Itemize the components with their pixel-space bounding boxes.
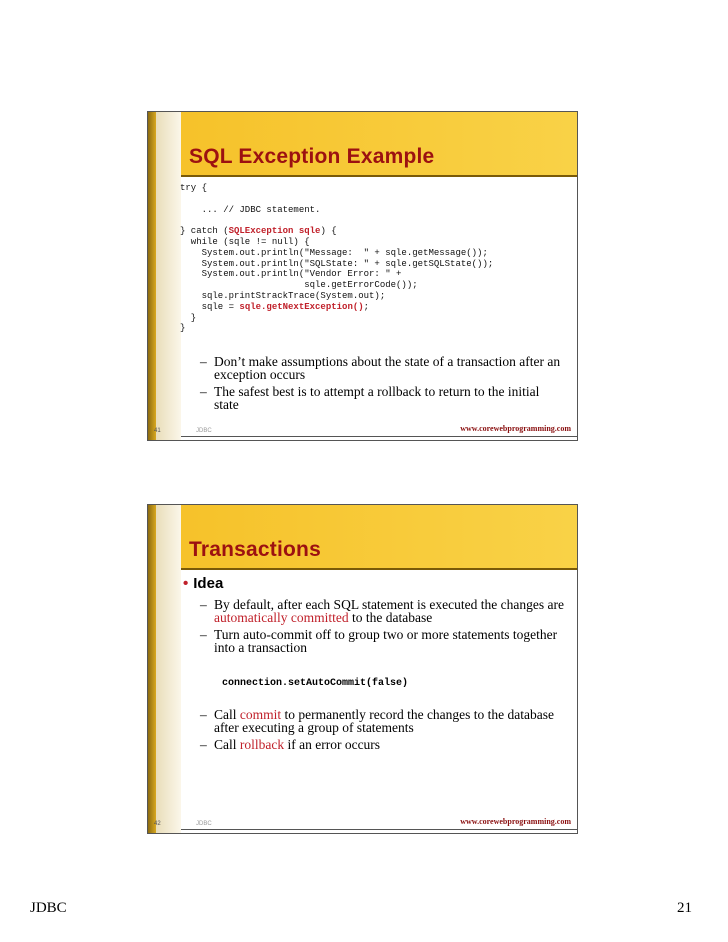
slide1-bullets <box>200 355 567 415</box>
code-line: try { <box>180 183 208 193</box>
footer-divider <box>181 829 577 830</box>
code-line: while (sqle != null) { <box>180 236 310 247</box>
slide-title: Transactions <box>189 538 321 561</box>
slide-number: 42 <box>154 821 161 827</box>
bullet-dot-icon: • <box>183 575 189 592</box>
page-footer-label: JDBC <box>30 900 67 916</box>
code-line: } <box>180 323 186 334</box>
slide-title: SQL Exception Example <box>189 145 435 168</box>
main-bullet <box>183 575 223 592</box>
bullet-text: to permanently record the changes to the database after executing a group of statements <box>214 707 555 735</box>
slide-left-bar <box>148 505 156 833</box>
bullet-item: – Don’t make assumptions about the state of a transaction after an exception occurs <box>200 355 567 381</box>
bullet-item: – Turn auto-commit off to group two or more statements together into a transaction <box>200 628 567 654</box>
footer-left: JDBC <box>196 428 212 434</box>
slide2-bullets-top <box>200 598 567 658</box>
slide-sql-exception-example <box>147 111 578 441</box>
bullet-item <box>200 708 567 734</box>
bullet-text: if an error occurs <box>284 737 381 752</box>
bullet-text: to the database <box>348 610 433 625</box>
title-underline <box>181 175 577 177</box>
code-line-next-exception: sqle = sqle.getNextException(); <box>180 301 370 312</box>
bullet-text: Call <box>214 707 240 722</box>
slide2-bullets-bottom <box>200 708 567 755</box>
slide-title-bar <box>181 112 577 175</box>
footer-website: www.corewebprogramming.com <box>460 817 571 826</box>
footer-left: JDBC <box>196 821 212 827</box>
slide-number: 41 <box>154 428 161 434</box>
slide-transactions <box>147 504 578 834</box>
bullet-highlight: rollback <box>239 737 285 752</box>
code-line: System.out.println("Vendor Error: " + <box>180 269 402 280</box>
title-underline <box>181 568 577 570</box>
bullet-highlight: automatically committed <box>214 610 349 625</box>
code-line: } <box>180 312 197 323</box>
code-block <box>180 183 493 334</box>
bullet-text: Call <box>214 737 240 752</box>
code-line: System.out.println("Message: " + sqle.getMessage()); <box>180 247 488 258</box>
code-snippet: connection.setAutoCommit(false) <box>222 678 409 689</box>
bullet-item <box>200 598 567 624</box>
code-line: sqle.getErrorCode()); <box>180 280 418 291</box>
code-line: sqle.printStrackTrace(System.out); <box>180 290 386 301</box>
bullet-highlight: commit <box>239 707 282 722</box>
bullet-text: By default, after each SQL statement is executed the changes are <box>214 597 564 612</box>
main-bullet-label: Idea <box>193 575 224 592</box>
slide-side-strip <box>156 112 181 440</box>
slide-side-strip <box>156 505 181 833</box>
footer-website: www.corewebprogramming.com <box>460 424 571 433</box>
page-number: 21 <box>677 900 692 916</box>
bullet-item: – The safest best is to attempt a rollback to return to the initial state <box>200 385 567 411</box>
code-line: System.out.println("SQLState: " + sqle.getSQLState()); <box>180 258 494 269</box>
code-line: ... // JDBC statement. <box>180 204 321 215</box>
code-line-catch: } catch (SQLException sqle) { <box>180 226 337 237</box>
slide-title-bar <box>181 505 577 568</box>
slide-left-bar <box>148 112 156 440</box>
bullet-item <box>200 738 567 751</box>
footer-divider <box>181 436 577 437</box>
